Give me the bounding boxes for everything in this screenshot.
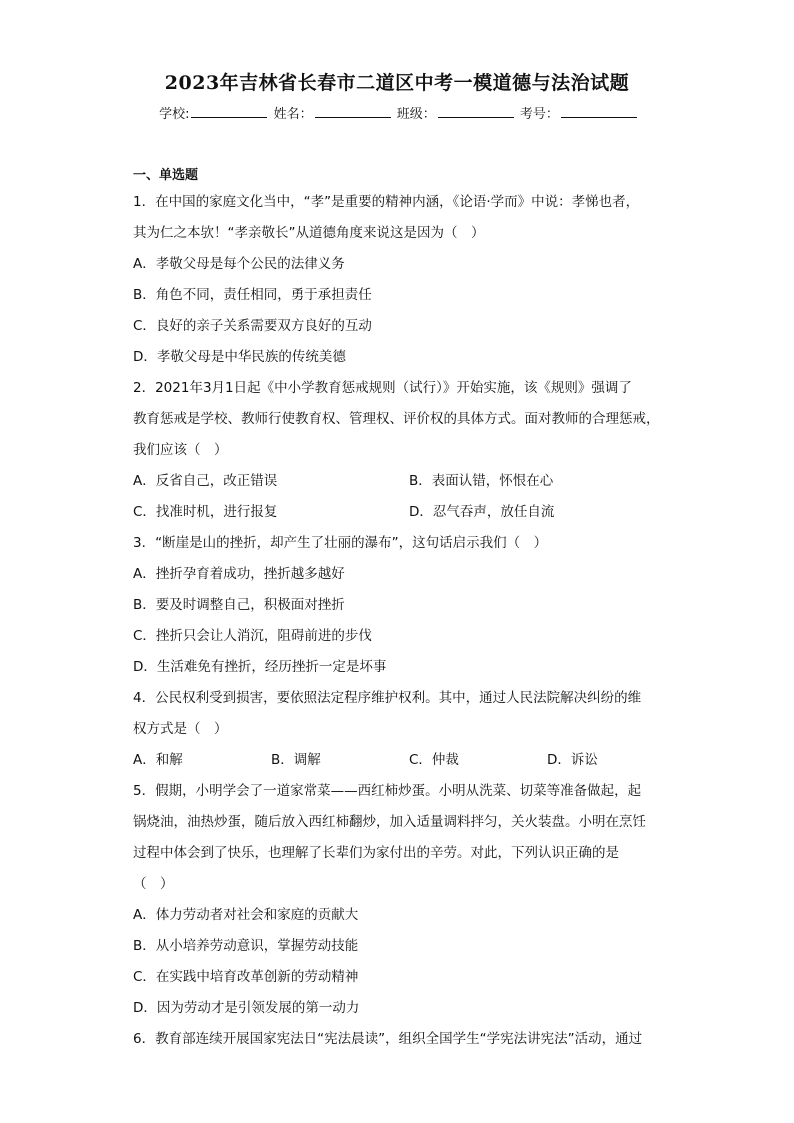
question-text: 其为仁之本欤！“孝亲敬长”从道德角度来说这是因为（ ）: [133, 225, 485, 241]
question-text: （ ）: [133, 876, 174, 892]
option-c[interactable]: C．在实践中培育改革创新的劳动精神: [133, 969, 359, 985]
question-text: 1．在中国的家庭文化当中，“孝”是重要的精神内涵，《论语·学而》中说：孝悌也者，: [133, 194, 640, 210]
page-title: 2023年吉林省长春市二道区中考一模道德与法治试题: [164, 72, 630, 94]
question-text: 我们应该（ ）: [133, 442, 228, 458]
question-6: [133, 1025, 663, 1056]
exam-no-label: 考号：: [519, 107, 559, 122]
class-blank[interactable]: [438, 105, 514, 118]
question-text: 教育惩戒是学校、教师行使教育权、管理权、评价权的具体方式。面对教师的合理惩戒，: [133, 411, 660, 427]
question-2: [133, 374, 663, 529]
question-text: 过程中体会到了快乐，也理解了长辈们为家付出的辛劳。对此，下列认识正确的是: [133, 845, 619, 861]
option-d[interactable]: D．因为劳动才是引领发展的第一动力: [133, 1000, 360, 1016]
option-b[interactable]: B．要及时调整自己，积极面对挫折: [133, 597, 345, 613]
question-text: 6．教育部连续开展国家宪法日“宪法晨读”，组织全国学生“学宪法讲宪法”活动，通过: [133, 1031, 643, 1047]
question-list: [133, 188, 663, 1056]
name-blank[interactable]: [315, 105, 391, 118]
option-a[interactable]: A．孝敬父母是每个公民的法律义务: [133, 256, 345, 272]
option-b[interactable]: B．角色不同，责任相同，勇于承担责任: [133, 287, 372, 303]
option-b[interactable]: B．调解: [271, 752, 321, 768]
option-c[interactable]: C．仲裁: [409, 752, 459, 768]
option-c[interactable]: C．挫折只会让人消沉，阻碍前进的步伐: [133, 628, 372, 644]
option-c[interactable]: C．找准时机，进行报复: [133, 504, 278, 520]
option-b[interactable]: B．表面认错，怀恨在心: [409, 473, 554, 489]
class-label: 班级：: [396, 107, 436, 122]
option-b[interactable]: B．从小培养劳动意识，掌握劳动技能: [133, 938, 359, 954]
option-a[interactable]: A．体力劳动者对社会和家庭的贡献大: [133, 907, 359, 923]
student-info-row: [0, 103, 794, 122]
option-d[interactable]: D．生活难免有挫折，经历挫折一定是坏事: [133, 659, 387, 675]
option-d[interactable]: D．诉讼: [547, 752, 598, 768]
option-c[interactable]: C．良好的亲子关系需要双方良好的互动: [133, 318, 372, 334]
option-a[interactable]: A．挫折孕育着成功，挫折越多越好: [133, 566, 345, 582]
option-a[interactable]: A．和解: [133, 752, 183, 768]
question-5: [133, 777, 663, 1025]
exam-no-blank[interactable]: [561, 105, 637, 118]
question-text: 权方式是（ ）: [133, 721, 228, 737]
option-a[interactable]: A．反省自己，改正错误: [133, 473, 278, 489]
question-3: [133, 529, 663, 684]
option-d[interactable]: D．忍气吞声，放任自流: [409, 504, 555, 520]
option-d[interactable]: D．孝敬父母是中华民族的传统美德: [133, 349, 346, 365]
question-text: 4．公民权利受到损害，要依照法定程序维护权利。其中，通过人民法院解决纠纷的维: [133, 690, 642, 706]
question-4: [133, 684, 663, 777]
question-text: 5．假期，小明学会了一道家常菜——西红柿炒蛋。小明从洗菜、切菜等准备做起，起: [133, 783, 642, 799]
name-label: 姓名：: [273, 107, 313, 122]
question-text: 2．2021年3月1日起《中小学教育惩戒规则（试行）》开始实施，该《规则》强调了: [133, 380, 632, 396]
question-text: 锅烧油，油热炒蛋，随后放入西红柿翻炒，加入适量调料拌匀，关火装盘。小明在烹饪: [133, 814, 646, 830]
section-title: 一、单选题: [133, 168, 199, 183]
question-1: [133, 188, 663, 374]
question-text: 3．“断崖是山的挫折，却产生了壮丽的瀑布”，这句话启示我们（ ）: [133, 535, 548, 551]
school-blank[interactable]: [191, 105, 267, 118]
school-label: 学校:: [159, 107, 190, 122]
